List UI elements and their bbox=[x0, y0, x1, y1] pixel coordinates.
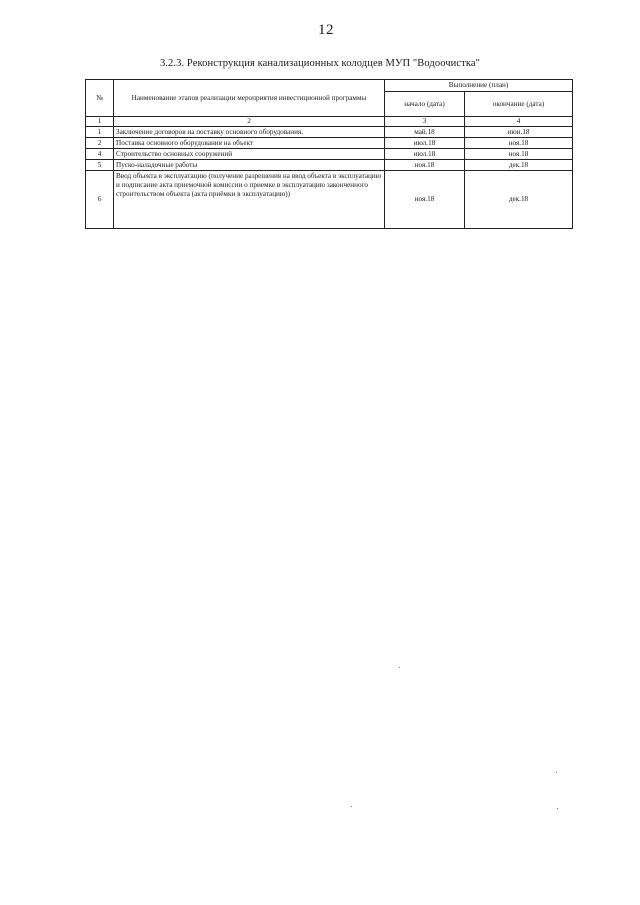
stage-name: Поставка основного оборудования на объект bbox=[114, 138, 385, 149]
header-number: № bbox=[86, 80, 114, 117]
table-header-row bbox=[86, 80, 573, 92]
scan-speck bbox=[557, 808, 558, 809]
stage-name: Заключение договоров на поставку основного оборудования, bbox=[114, 127, 385, 138]
stage-name: Пуско-наладочные работы bbox=[114, 160, 385, 171]
end-date: июн.18 bbox=[465, 127, 573, 138]
row-number: 6 bbox=[86, 171, 114, 229]
table-row bbox=[86, 171, 573, 229]
document-title: 3.2.3. Реконструкция канализационных колодцев МУП "Водоочистка" bbox=[159, 58, 481, 69]
table-row bbox=[86, 138, 573, 149]
header-end-date: окончание (дата) bbox=[465, 92, 573, 117]
end-date: дек.18 bbox=[465, 171, 573, 229]
table-row bbox=[86, 127, 573, 138]
column-index: 2 bbox=[114, 117, 385, 127]
start-date: ноя.18 bbox=[385, 171, 465, 229]
column-index: 3 bbox=[385, 117, 465, 127]
column-index: 1 bbox=[86, 117, 114, 127]
scan-speck bbox=[351, 806, 352, 807]
row-number: 1 bbox=[86, 127, 114, 138]
end-date: ноя.18 bbox=[465, 138, 573, 149]
table-row bbox=[86, 160, 573, 171]
end-date: дек.18 bbox=[465, 160, 573, 171]
header-stage-name: Наименование этапов реализации мероприятия инвестиционной программы bbox=[114, 80, 385, 117]
implementation-stages-table bbox=[85, 79, 573, 229]
scan-speck bbox=[556, 772, 557, 773]
header-execution-plan: Выполнение (план) bbox=[385, 80, 573, 92]
table-row bbox=[86, 149, 573, 160]
stage-name: Ввод объекта в эксплуатацию (получение разрешения на ввод объекта в эксплуатацию и подписание акта приемочной комиссии о приемке в эксплуатацию законченного строительством объекта (акта приёмки в эксплуатацию)) bbox=[114, 171, 385, 229]
start-date: июл.18 bbox=[385, 138, 465, 149]
header-start-date: начало (дата) bbox=[385, 92, 465, 117]
start-date: ноя.18 bbox=[385, 160, 465, 171]
column-index-row bbox=[86, 117, 573, 127]
row-number: 2 bbox=[86, 138, 114, 149]
row-number: 5 bbox=[86, 160, 114, 171]
stage-name: Строительство основных сооружений bbox=[114, 149, 385, 160]
scan-speck bbox=[399, 667, 400, 668]
start-date: июл.18 bbox=[385, 149, 465, 160]
start-date: май.18 bbox=[385, 127, 465, 138]
page-number: 12 bbox=[318, 22, 334, 38]
row-number: 4 bbox=[86, 149, 114, 160]
column-index: 4 bbox=[465, 117, 573, 127]
end-date: ноя.18 bbox=[465, 149, 573, 160]
